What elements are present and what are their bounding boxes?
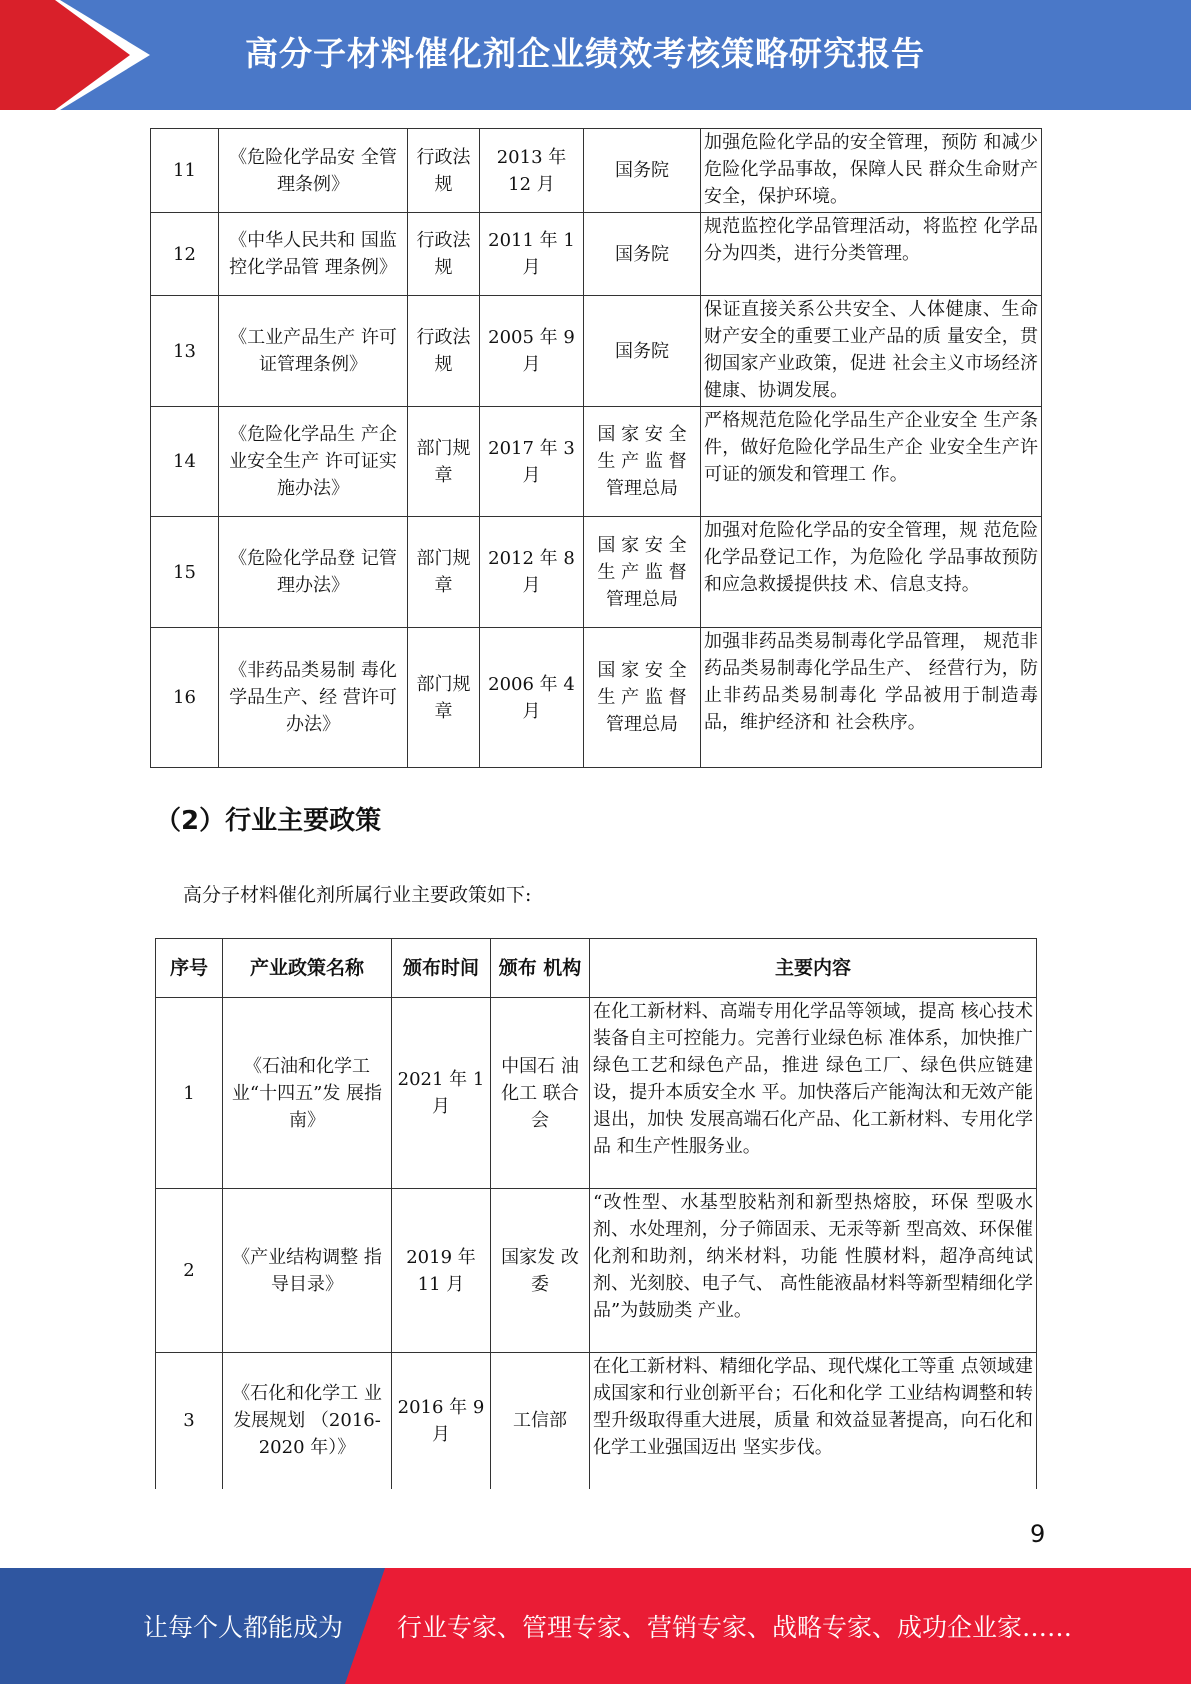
issue-date: 2021 年 1 月 <box>392 998 491 1189</box>
issuing-agency: 中国石 油化工 联合会 <box>491 998 590 1189</box>
main-content: 在化工新材料、高端专用化学品等领域，提高 核心技术装备自主可控能力。完善行业绿色标 准体系，加快推广绿色工艺和绿色产品，推进 绿色工厂、绿色供应链建设，提升本质安全水 平。加快落后产能淘汰和无效产能退出，加快 发展高端石化产品、化工新材料、专用化学品 和生产性服务业。 <box>590 998 1037 1189</box>
table-header-row <box>156 939 1037 998</box>
page-header <box>0 0 1191 110</box>
issuing-agency: 国 家 安 全 生 产 监 督 管理总局 <box>584 517 701 628</box>
main-content: “改性型、水基型胶粘剂和新型热熔胶，环保 型吸水剂、水处理剂，分子筛固汞、无汞等新 型高效、环保催化剂和助剂，纳米材料，功能 性膜材料，超净高纯试剂、光刻胶、电子气、 高性能液晶材料等新型精细化学品”为鼓励类 产业。 <box>590 1189 1037 1353</box>
table-row <box>151 296 1042 407</box>
regulation-name: 《工业产品生产 许可证管理条例》 <box>219 296 408 407</box>
issuing-agency: 工信部 <box>491 1353 590 1489</box>
row-number: 2 <box>156 1189 223 1353</box>
row-number: 13 <box>151 296 219 407</box>
main-content: 加强对危险化学品的安全管理，规 范危险化学品登记工作，为危险化 学品事故预防和应急救援提供技 术、信息支持。 <box>701 517 1042 628</box>
header-red-arrow-decoration <box>0 0 150 110</box>
regulation-type: 部门规章 <box>408 517 480 628</box>
main-content: 加强危险化学品的安全管理，预防 和减少危险化学品事故，保障人民 群众生命财产安全，保护环境。 <box>701 129 1042 213</box>
issue-date: 2019 年 11 月 <box>392 1189 491 1353</box>
issuing-agency: 国 家 安 全 生 产 监 督 管理总局 <box>584 628 701 768</box>
regulation-name: 《非药品类易制 毒化学品生产、经 营许可办法》 <box>219 628 408 768</box>
policy-name: 《产业结构调整 指导目录》 <box>223 1189 392 1353</box>
issuing-agency: 国务院 <box>584 296 701 407</box>
policy-name: 《石化和化学工 业发展规划 （2016-2020 年）》 <box>223 1353 392 1489</box>
issue-date: 2006 年 4 月 <box>480 628 584 768</box>
issuing-agency: 国务院 <box>584 213 701 296</box>
main-content: 严格规范危险化学品生产企业安全 生产条件，做好危险化学品生产企 业安全生产许可证的颁发和管理工 作。 <box>701 407 1042 517</box>
row-number: 1 <box>156 998 223 1189</box>
table-row <box>156 1189 1037 1353</box>
table-row <box>156 998 1037 1189</box>
regulation-type: 部门规章 <box>408 628 480 768</box>
table-row <box>151 213 1042 296</box>
main-content: 在化工新材料、精细化学品、现代煤化工等重 点领域建成国家和行业创新平台；石化和化学 工业结构调整和转型升级取得重大进展，质量 和效益显著提高，向石化和化学工业强国迈出 坚实步伐。 <box>590 1353 1037 1489</box>
issuing-agency: 国 家 安 全 生 产 监 督 管理总局 <box>584 407 701 517</box>
regulation-name: 《中华人民共和 国监控化学品管 理条例》 <box>219 213 408 296</box>
table-row <box>151 407 1042 517</box>
table-row <box>151 517 1042 628</box>
issue-date: 2005 年 9 月 <box>480 296 584 407</box>
issue-date: 2012 年 8 月 <box>480 517 584 628</box>
header-issuing-agency: 颁布 机构 <box>491 939 590 998</box>
issue-date: 2017 年 3 月 <box>480 407 584 517</box>
header-main-content: 主要内容 <box>590 939 1037 998</box>
row-number: 15 <box>151 517 219 628</box>
policy-table <box>155 938 1037 1489</box>
regulation-type: 部门规章 <box>408 407 480 517</box>
regulation-type: 行政法规 <box>408 129 480 213</box>
main-content: 加强非药品类易制毒化学品管理， 规范非药品类易制毒化学品生产、 经营行为，防止非药品类易制毒化 学品被用于制造毒品，维护经济和 社会秩序。 <box>701 628 1042 768</box>
main-content: 规范监控化学品管理活动，将监控 化学品分为四类，进行分类管理。 <box>701 213 1042 296</box>
header-number: 序号 <box>156 939 223 998</box>
main-content: 保证直接关系公共安全、人体健康、生命财产安全的重要工业产品的质 量安全，贯彻国家产业政策，促进 社会主义市场经济健康、协调发展。 <box>701 296 1042 407</box>
table-row <box>151 129 1042 213</box>
regulation-type: 行政法规 <box>408 213 480 296</box>
table-row <box>156 1353 1037 1489</box>
row-number: 12 <box>151 213 219 296</box>
section-intro: 高分子材料催化剂所属行业主要政策如下: <box>183 884 532 906</box>
issue-date: 2013 年 12 月 <box>480 129 584 213</box>
issue-date: 2016 年 9 月 <box>392 1353 491 1489</box>
section-heading: （2）行业主要政策 <box>155 806 382 836</box>
report-title: 高分子材料催化剂企业绩效考核策略研究报告 <box>245 34 925 73</box>
row-number: 16 <box>151 628 219 768</box>
policy-name: 《石油和化学工 业“十四五”发 展指南》 <box>223 998 392 1189</box>
regulation-name: 《危险化学品登 记管理办法》 <box>219 517 408 628</box>
regulation-name: 《危险化学品安 全管理条例》 <box>219 129 408 213</box>
issuing-agency: 国务院 <box>584 129 701 213</box>
row-number: 3 <box>156 1353 223 1489</box>
regulation-type: 行政法规 <box>408 296 480 407</box>
regulations-table <box>150 128 1042 768</box>
row-number: 14 <box>151 407 219 517</box>
footer-slogan-left: 让每个人都能成为 <box>143 1613 344 1642</box>
page-footer <box>0 1568 1191 1684</box>
header-issue-date: 颁布时间 <box>392 939 491 998</box>
page-number: 9 <box>1030 1520 1046 1548</box>
row-number: 11 <box>151 129 219 213</box>
header-policy-name: 产业政策名称 <box>223 939 392 998</box>
regulation-name: 《危险化学品生 产企业安全生产 许可证实施办法》 <box>219 407 408 517</box>
table-row <box>151 628 1042 768</box>
issue-date: 2011 年 1 月 <box>480 213 584 296</box>
footer-slogan-right: 行业专家、管理专家、营销专家、战略专家、成功企业家…… <box>397 1613 1073 1642</box>
issuing-agency: 国家发 改委 <box>491 1189 590 1353</box>
